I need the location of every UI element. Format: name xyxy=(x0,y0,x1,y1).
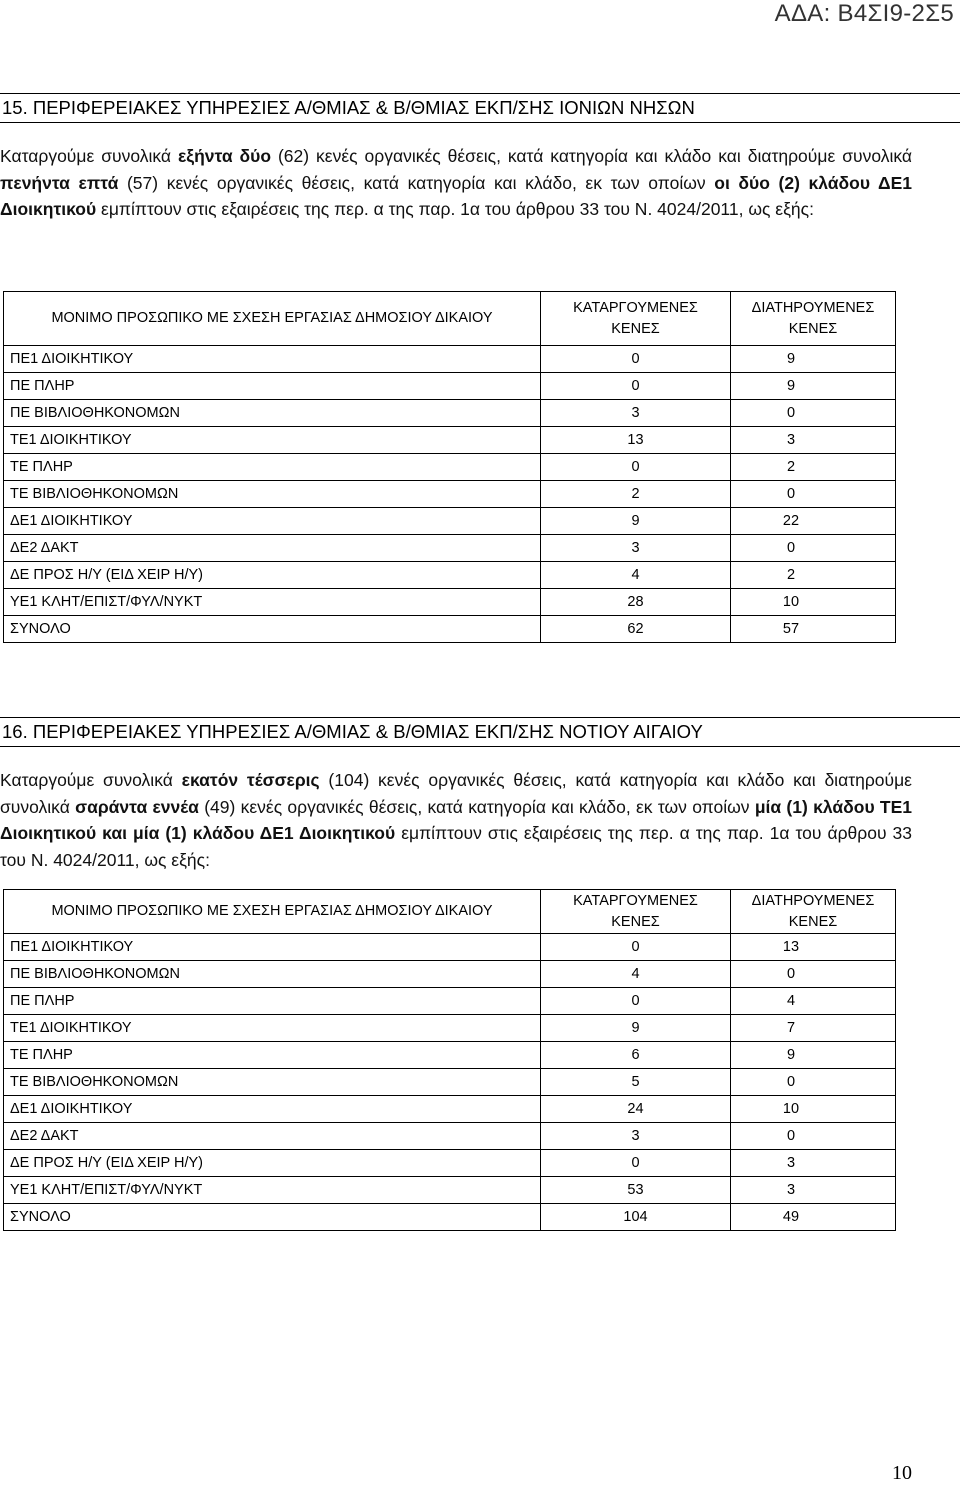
section-15-table xyxy=(3,291,896,643)
cell-category: ΔΕ ΠΡΟΣ Η/Υ (ΕΙΔ ΧΕΙΡ Η/Υ) xyxy=(4,562,541,589)
cell-abolished: 2 xyxy=(541,481,731,508)
cell-category: ΤΕ1 ΔΙΟΙΚΗΤΙΚΟΥ xyxy=(4,1015,541,1042)
header-retained-vacancies: ΔΙΑΤΗΡΟΥΜΕΝΕΣ ΚΕΝΕΣ xyxy=(731,890,896,934)
cell-abolished: 5 xyxy=(541,1069,731,1096)
cell-category: ΔΕ2 ΔΑΚΤ xyxy=(4,1123,541,1150)
header-abolished-vacancies: ΚΑΤΑΡΓΟΥΜΕΝΕΣ ΚΕΝΕΣ xyxy=(541,292,731,346)
paragraph-text: (62) κενές οργανικές θέσεις, κατά κατηγορία και κλάδο και διατηρούμε συνολικά xyxy=(271,146,913,166)
header-retained-vacancies: ΔΙΑΤΗΡΟΥΜΕΝΕΣ ΚΕΝΕΣ xyxy=(731,292,896,346)
paragraph-bold-text: σαράντα εννέα xyxy=(75,796,199,817)
cell-category: ΔΕ ΠΡΟΣ Η/Υ (ΕΙΔ ΧΕΙΡ Η/Υ) xyxy=(4,1150,541,1177)
cell-category: ΤΕ ΒΙΒΛΙΟΘΗΚΟΝΟΜΩΝ xyxy=(4,481,541,508)
cell-abolished: 62 xyxy=(541,616,731,643)
cell-retained: 0 xyxy=(731,400,896,427)
header-staff-category: ΜΟΝΙΜΟ ΠΡΟΣΩΠΙΚΟ ΜΕ ΣΧΕΣΗ ΕΡΓΑΣΙΑΣ ΔΗΜΟΣΙΟΥ ΔΙΚΑΙΟΥ xyxy=(4,292,541,346)
table-row xyxy=(4,427,896,454)
table-row xyxy=(4,562,896,589)
table-header-row xyxy=(4,292,896,346)
cell-category: ΔΕ1 ΔΙΟΙΚΗΤΙΚΟΥ xyxy=(4,508,541,535)
header-staff-category: ΜΟΝΙΜΟ ΠΡΟΣΩΠΙΚΟ ΜΕ ΣΧΕΣΗ ΕΡΓΑΣΙΑΣ ΔΗΜΟΣΙΟΥ ΔΙΚΑΙΟΥ xyxy=(4,890,541,934)
cell-abolished: 0 xyxy=(541,346,731,373)
paragraph-text: Καταργούμε συνολικά xyxy=(0,146,178,166)
table-row xyxy=(4,454,896,481)
cell-abolished: 24 xyxy=(541,1096,731,1123)
cell-abolished: 28 xyxy=(541,589,731,616)
table-row xyxy=(4,1042,896,1069)
table-row xyxy=(4,589,896,616)
paragraph-text: Καταργούμε συνολικά xyxy=(0,770,182,790)
cell-retained: 57 xyxy=(731,616,896,643)
cell-category: ΤΕ1 ΔΙΟΙΚΗΤΙΚΟΥ xyxy=(4,427,541,454)
table-row xyxy=(4,1123,896,1150)
paragraph-text: (49) κενές οργανικές θέσεις, κατά κατηγορία και κλάδο, εκ των οποίων xyxy=(198,796,755,817)
cell-retained: 2 xyxy=(731,562,896,589)
cell-abolished: 0 xyxy=(541,373,731,400)
section-16-table xyxy=(3,889,896,1231)
paragraph-bold-text: μία (1) κλάδου ΤΕ1 Διοικητικού και μία (1) κλάδου ΔΕ1 Διοικητικού xyxy=(0,796,912,843)
cell-retained: 4 xyxy=(731,988,896,1015)
cell-abolished: 0 xyxy=(541,934,731,961)
cell-retained: 22 xyxy=(731,508,896,535)
cell-abolished: 0 xyxy=(541,1150,731,1177)
cell-abolished: 3 xyxy=(541,535,731,562)
paragraph-bold-text: εκατόν τέσσερις xyxy=(181,770,320,790)
cell-retained: 9 xyxy=(731,346,896,373)
paragraph-bold-text: εξήντα δύο xyxy=(177,146,272,166)
paragraph-text: εμπίπτουν στις εξαιρέσεις της περ. α της παρ. 1α του άρθρου 33 του Ν. 4024/2011, ως εξής: xyxy=(0,823,912,870)
cell-retained: 2 xyxy=(731,454,896,481)
cell-abolished: 6 xyxy=(541,1042,731,1069)
header-abolished-vacancies: ΚΑΤΑΡΓΟΥΜΕΝΕΣ ΚΕΝΕΣ xyxy=(541,890,731,934)
table-row xyxy=(4,1177,896,1204)
cell-retained: 9 xyxy=(731,373,896,400)
cell-category: ΤΕ ΠΛΗΡ xyxy=(4,454,541,481)
table-header-row xyxy=(4,890,896,934)
table-row xyxy=(4,1069,896,1096)
cell-retained: 10 xyxy=(731,1096,896,1123)
cell-abolished: 0 xyxy=(541,454,731,481)
cell-abolished: 4 xyxy=(541,961,731,988)
cell-abolished: 3 xyxy=(541,400,731,427)
cell-category: ΠΕ ΠΛΗΡ xyxy=(4,373,541,400)
table-row xyxy=(4,481,896,508)
table-row xyxy=(4,1204,896,1231)
table-row xyxy=(4,508,896,535)
paragraph-text: (57) κενές οργανικές θέσεις, κατά κατηγορία και κλάδο, εκ των οποίων xyxy=(118,172,715,193)
cell-retained: 0 xyxy=(731,961,896,988)
cell-retained: 49 xyxy=(731,1204,896,1231)
cell-abolished: 53 xyxy=(541,1177,731,1204)
cell-abolished: 3 xyxy=(541,1123,731,1150)
cell-retained: 0 xyxy=(731,1123,896,1150)
paragraph-bold-text: πενήντα επτά xyxy=(0,172,119,193)
cell-category: ΠΕ ΠΛΗΡ xyxy=(4,988,541,1015)
cell-category: ΥΕ1 ΚΛΗΤ/ΕΠΙΣΤ/ΦΥΛ/ΝΥΚΤ xyxy=(4,1177,541,1204)
table-row xyxy=(4,988,896,1015)
cell-abolished: 4 xyxy=(541,562,731,589)
table-row xyxy=(4,535,896,562)
cell-category: ΔΕ2 ΔΑΚΤ xyxy=(4,535,541,562)
cell-category: ΠΕ1 ΔΙΟΙΚΗΤΙΚΟΥ xyxy=(4,934,541,961)
cell-category: ΠΕ ΒΙΒΛΙΟΘΗΚΟΝΟΜΩΝ xyxy=(4,400,541,427)
table-row xyxy=(4,400,896,427)
section-15-title: 15. ΠΕΡΙΦΕΡΕΙΑΚΕΣ ΥΠΗΡΕΣΙΕΣ Α/ΘΜΙΑΣ & Β/ΘΜΙΑΣ ΕΚΠ/ΣΗΣ ΙΟΝΙΩΝ ΝΗΣΩΝ xyxy=(0,93,960,123)
cell-retained: 0 xyxy=(731,481,896,508)
paragraph-bold-text: οι δύο (2) κλάδου ΔΕ1 Διοικητικού xyxy=(0,172,912,219)
cell-retained: 9 xyxy=(731,1042,896,1069)
table-row xyxy=(4,346,896,373)
ada-code: ΑΔΑ: Β4ΣΙ9-2Σ5 xyxy=(774,0,954,27)
table-row xyxy=(4,961,896,988)
cell-category: ΔΕ1 ΔΙΟΙΚΗΤΙΚΟΥ xyxy=(4,1096,541,1123)
cell-abolished: 9 xyxy=(541,1015,731,1042)
table-row xyxy=(4,1015,896,1042)
cell-category: ΠΕ1 ΔΙΟΙΚΗΤΙΚΟΥ xyxy=(4,346,541,373)
paragraph-text: (104) κενές οργανικές θέσεις, κατά κατηγορία και κλάδο και διατηρούμε συνολικά xyxy=(0,770,912,817)
cell-retained: 0 xyxy=(731,535,896,562)
paragraph-text: εμπίπτουν στις εξαιρέσεις της περ. α της παρ. 1α του άρθρου 33 του Ν. 4024/2011, ως εξής: xyxy=(96,199,814,219)
section-15-paragraph xyxy=(0,143,912,223)
cell-abolished: 104 xyxy=(541,1204,731,1231)
page-number: 10 xyxy=(892,1462,912,1484)
table-row xyxy=(4,1150,896,1177)
table-row xyxy=(4,616,896,643)
cell-category: ΥΕ1 ΚΛΗΤ/ΕΠΙΣΤ/ΦΥΛ/ΝΥΚΤ xyxy=(4,589,541,616)
cell-abolished: 0 xyxy=(541,988,731,1015)
cell-category: ΣΥΝΟΛΟ xyxy=(4,1204,541,1231)
cell-retained: 13 xyxy=(731,934,896,961)
cell-retained: 10 xyxy=(731,589,896,616)
cell-category: ΣΥΝΟΛΟ xyxy=(4,616,541,643)
cell-abolished: 9 xyxy=(541,508,731,535)
cell-retained: 3 xyxy=(731,427,896,454)
table-row xyxy=(4,934,896,961)
cell-retained: 0 xyxy=(731,1069,896,1096)
table-row xyxy=(4,373,896,400)
cell-retained: 3 xyxy=(731,1177,896,1204)
cell-category: ΤΕ ΒΙΒΛΙΟΘΗΚΟΝΟΜΩΝ xyxy=(4,1069,541,1096)
section-16-paragraph xyxy=(0,767,912,873)
cell-abolished: 13 xyxy=(541,427,731,454)
section-16-title: 16. ΠΕΡΙΦΕΡΕΙΑΚΕΣ ΥΠΗΡΕΣΙΕΣ Α/ΘΜΙΑΣ & Β/ΘΜΙΑΣ ΕΚΠ/ΣΗΣ ΝΟΤΙΟΥ ΑΙΓΑΙΟΥ xyxy=(0,717,960,747)
cell-retained: 7 xyxy=(731,1015,896,1042)
cell-category: ΤΕ ΠΛΗΡ xyxy=(4,1042,541,1069)
cell-retained: 3 xyxy=(731,1150,896,1177)
cell-category: ΠΕ ΒΙΒΛΙΟΘΗΚΟΝΟΜΩΝ xyxy=(4,961,541,988)
table-row xyxy=(4,1096,896,1123)
